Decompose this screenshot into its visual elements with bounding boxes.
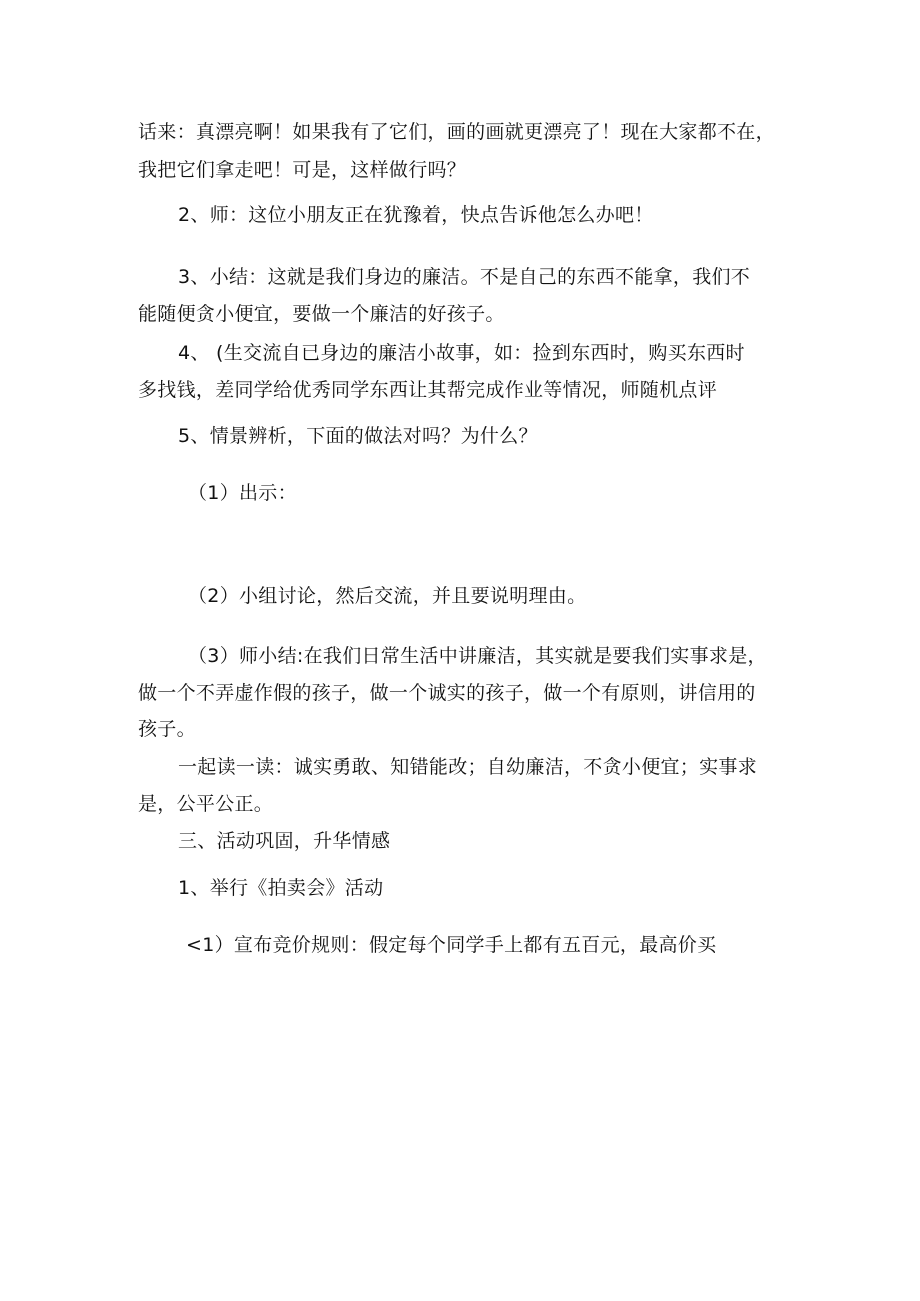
text-line-8: 5、情景辨析，下面的做法对吗？为什么？: [178, 425, 538, 447]
text-line-7: 多找钱，差同学给优秀同学东西让其帮完成作业等情况，师随机点评: [138, 379, 718, 401]
text-line-16: 三、活动巩固，升华情感: [178, 830, 391, 852]
text-line-1: 话来：真漂亮啊！如果我有了它们，画的画就更漂亮了！现在大家都不在，: [138, 121, 775, 143]
text-line-10: （2）小组讨论，然后交流，并且要说明理由。: [188, 585, 587, 607]
text-line-2: 我把它们拿走吧！可是，这样做行吗？: [138, 159, 467, 181]
text-line-17: 1、举行《拍卖会》活动: [178, 877, 384, 899]
text-line-18: <1）宣布竞价规则：假定每个同学手上都有五百元，最高价买: [186, 934, 717, 956]
text-line-6: 4、 (生交流自已身边的廉洁小故事，如：捡到东西时，购买东西时: [178, 342, 745, 364]
text-line-3: 2、师：这位小朋友正在犹豫着，快点告诉他怎么办吧！: [178, 204, 654, 226]
text-line-15: 是，公平公正。: [138, 793, 274, 815]
text-line-5: 能随便贪小便宜，要做一个廉洁的好孩子。: [138, 303, 505, 325]
text-line-4: 3、小结：这就是我们身边的廉洁。不是自己的东西不能拿，我们不: [178, 266, 751, 288]
text-line-12: 做一个不弄虚作假的孩子，做一个诚实的孩子，做一个有原则，讲信用的: [138, 682, 756, 704]
text-line-13: 孩子。: [138, 718, 196, 740]
text-line-11: （3）师小结:在我们日常生活中讲廉洁，其实就是要我们实事求是，: [188, 645, 767, 667]
text-line-9: （1）出示：: [188, 482, 297, 504]
text-line-14: 一起读一读：诚实勇敢、知错能改；自幼廉洁，不贪小便宜；实事求: [178, 756, 758, 778]
